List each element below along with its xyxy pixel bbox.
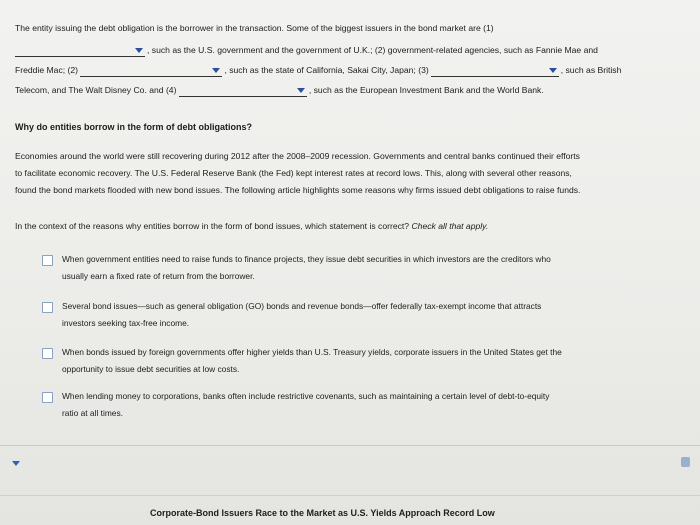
checkbox-option-3[interactable] [42,348,53,359]
article-title: Corporate-Bond Issuers Race to the Market as U.S. Yields Approach Record Low [150,508,495,518]
para-line-2: to facilitate economic recovery. The U.S. Federal Reserve Bank (the Fed) kept interest rates at record lows. This, along with several other reasons, [15,168,572,178]
para-line-3: found the bond markets flooded with new bond issues. The following article highlights some reasons why firms issued debt obligations to raise funds. [15,185,581,195]
chevron-down-icon [135,48,143,53]
divider [0,495,700,496]
scroll-button[interactable] [681,457,690,467]
option-1[interactable] [42,253,682,287]
option-1-line-1: When government entities need to raise funds to finance projects, they issue debt securities in which investors are the creditors who [62,254,551,264]
intro-text-3b: , such as the state of California, Sakai City, Japan; (3) [224,65,429,75]
option-2[interactable] [42,300,682,334]
option-4[interactable] [42,390,682,424]
question-instruction: Check all that apply. [411,221,489,231]
intro-line-2 [15,44,598,57]
chevron-down-icon [212,68,220,73]
checkbox-option-1[interactable] [42,255,53,266]
question-text: In the context of the reasons why entities borrow in the form of bond issues, which statement is correct? [15,221,410,231]
article-toolbar [0,445,700,470]
intro-line-4 [15,84,544,97]
chevron-down-icon [549,68,557,73]
dropdown-3[interactable] [431,65,559,77]
option-3-line-2: opportunity to issue debt securities at low costs. [62,364,240,374]
option-3[interactable] [42,346,682,380]
intro-text-1: The entity issuing the debt obligation is the borrower in the transaction. Some of the biggest issuers in the bond market are (1) [15,23,494,33]
checkbox-option-2[interactable] [42,302,53,313]
option-4-line-2: ratio at all times. [62,408,123,418]
expand-triangle-icon[interactable] [12,461,20,466]
intro-line-1 [15,22,494,35]
intro-text-2: , such as the U.S. government and the government of U.K.; (2) government-related agencies, such as Fannie Mae and [147,45,598,55]
option-4-line-1: When lending money to corporations, banks often include restrictive covenants, such as maintaining a certain level of debt-to-equity [62,391,550,401]
option-2-line-2: investors seeking tax-free income. [62,318,190,328]
question [15,220,488,233]
intro-text-4a: Telecom, and The Walt Disney Co. and (4) [15,85,177,95]
chevron-down-icon [297,88,305,93]
dropdown-1[interactable] [15,45,145,57]
intro-text-3a: Freddie Mac; (2) [15,65,79,75]
checkbox-option-4[interactable] [42,392,53,403]
intro-text-4b: , such as the European Investment Bank and the World Bank. [308,85,544,95]
dropdown-2[interactable] [80,65,222,77]
intro-text-3c: , such as British [560,65,622,75]
dropdown-4[interactable] [179,85,307,97]
option-1-line-2: usually earn a fixed rate of return from the borrower. [62,271,255,281]
option-2-line-1: Several bond issues—such as general obligation (GO) bonds and revenue bonds—offer federally tax-exempt income that attracts [62,301,542,311]
section-heading: Why do entities borrow in the form of debt obligations? [15,122,252,132]
para-line-1: Economies around the world were still recovering during 2012 after the 2008–2009 recession. Governments and central banks continued their efforts [15,151,580,161]
option-3-line-1: When bonds issued by foreign governments offer higher yields than U.S. Treasury yields, corporate issuers in the United States get the [62,347,562,357]
intro-line-3 [15,64,621,77]
